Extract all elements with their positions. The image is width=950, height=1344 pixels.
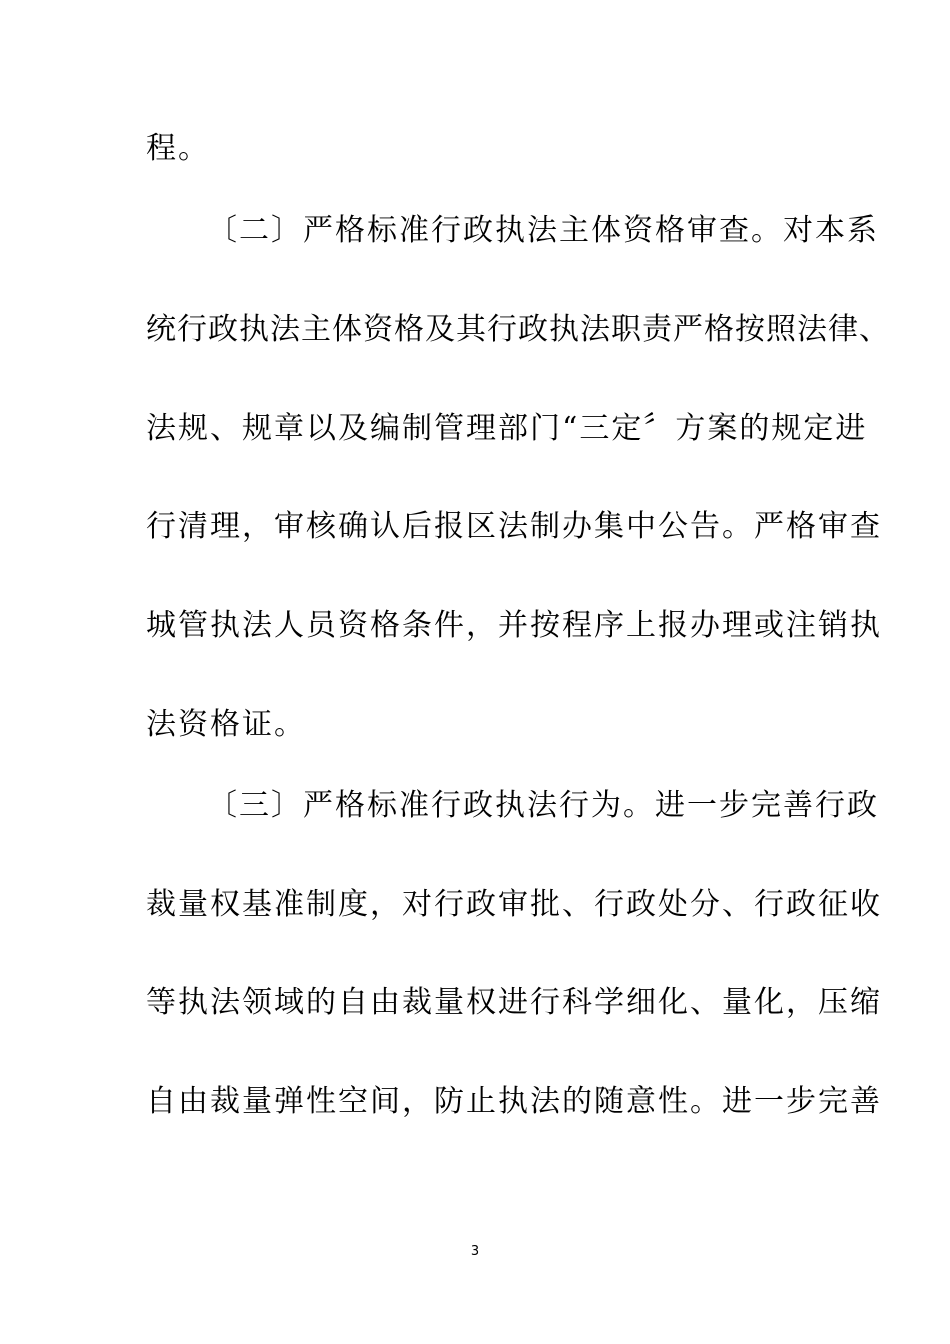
text-line: 自由裁量弹性空间，防止执法的随意性。进一步完善 <box>146 1084 882 1119</box>
text-line: 法规、规章以及编制管理部门“三定〞方案的规定进 <box>146 411 868 446</box>
text-line: 等执法领域的自由裁量权进行科学细化、量化，压缩 <box>146 985 882 1020</box>
text-line: 城管执法人员资格条件，并按程序上报办理或注销执 <box>146 608 882 643</box>
section-heading-3: 〔三〕严格标准行政执法行为。进一步完善行政 <box>207 788 879 823</box>
page-number: 3 <box>470 1244 480 1259</box>
text-line: 行清理，审核确认后报区法制办集中公告。严格审查 <box>146 509 882 544</box>
text-line: 统行政执法主体资格及其行政执法职责严格按照法律、 <box>146 312 890 347</box>
text-line: 裁量权基准制度，对行政审批、行政处分、行政征收 <box>146 887 882 922</box>
section-heading-2: 〔二〕严格标准行政执法主体资格审查。对本系 <box>207 213 879 248</box>
text-line: 程。 <box>146 131 210 166</box>
text-line: 法资格证。 <box>146 707 306 742</box>
